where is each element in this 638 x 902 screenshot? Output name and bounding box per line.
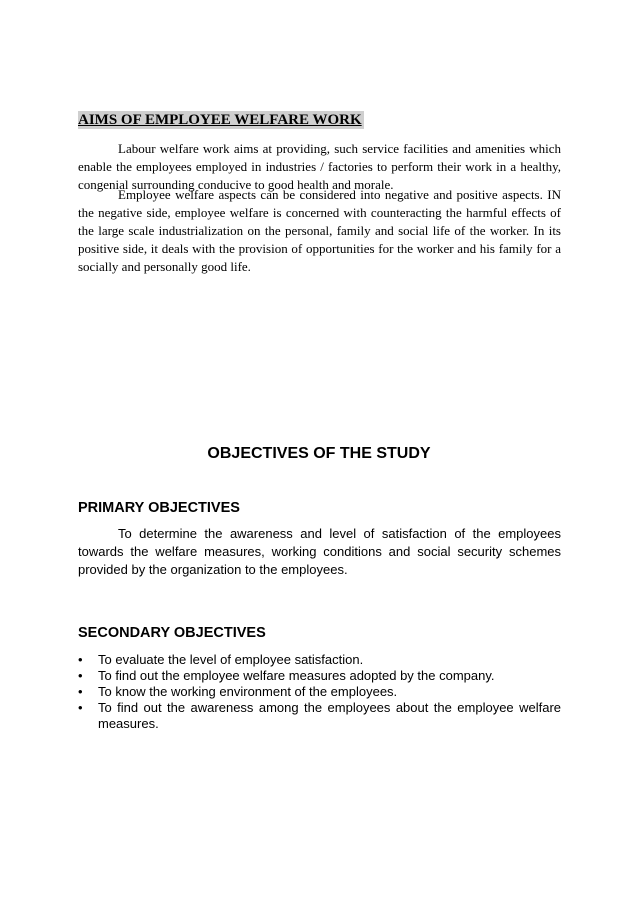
bullet-icon: • [78, 684, 83, 699]
list-item-text: To evaluate the level of employee satisfaction. [98, 652, 364, 667]
list-item [78, 684, 561, 700]
bullet-icon: • [78, 668, 83, 683]
list-item [78, 700, 561, 732]
list-item [78, 652, 561, 668]
aims-paragraph-1: Labour welfare work aims at providing, such service facilities and amenities which enable the employees employed in industries / factories to perform their work in a healthy, congenial surrounding conducive to good health and morale. [78, 141, 561, 192]
objectives-title: OBJECTIVES OF THE STUDY [207, 445, 431, 462]
primary-objectives-text: To determine the awareness and level of satisfaction of the employees towards the welfare measures, working conditions and social security schemes provided by the organization to the employees. [78, 526, 561, 577]
secondary-objectives-heading: SECONDARY OBJECTIVES [78, 625, 266, 641]
aims-heading: AIMS OF EMPLOYEE WELFARE WORK [78, 112, 362, 128]
list-item-text: To find out the awareness among the employees about the employee welfare measures. [98, 700, 561, 731]
bullet-icon: • [78, 652, 83, 667]
bullet-icon: • [78, 700, 83, 715]
aims-paragraph-2: Employee welfare aspects can be considered into negative and positive aspects. IN the negative side, employee welfare is concerned with counteracting the harmful effects of the large scale industrialization on the personal, family and social life of the worker. In its positive side, it deals with the provision of opportunities for the worker and his family for a socially and personally good life. [78, 187, 561, 274]
primary-objectives-heading: PRIMARY OBJECTIVES [78, 500, 240, 516]
list-item-text: To know the working environment of the employees. [98, 684, 398, 699]
list-item [78, 668, 561, 684]
list-item-text: To find out the employee welfare measures adopted by the company. [98, 668, 495, 683]
secondary-objectives-list [78, 652, 561, 732]
